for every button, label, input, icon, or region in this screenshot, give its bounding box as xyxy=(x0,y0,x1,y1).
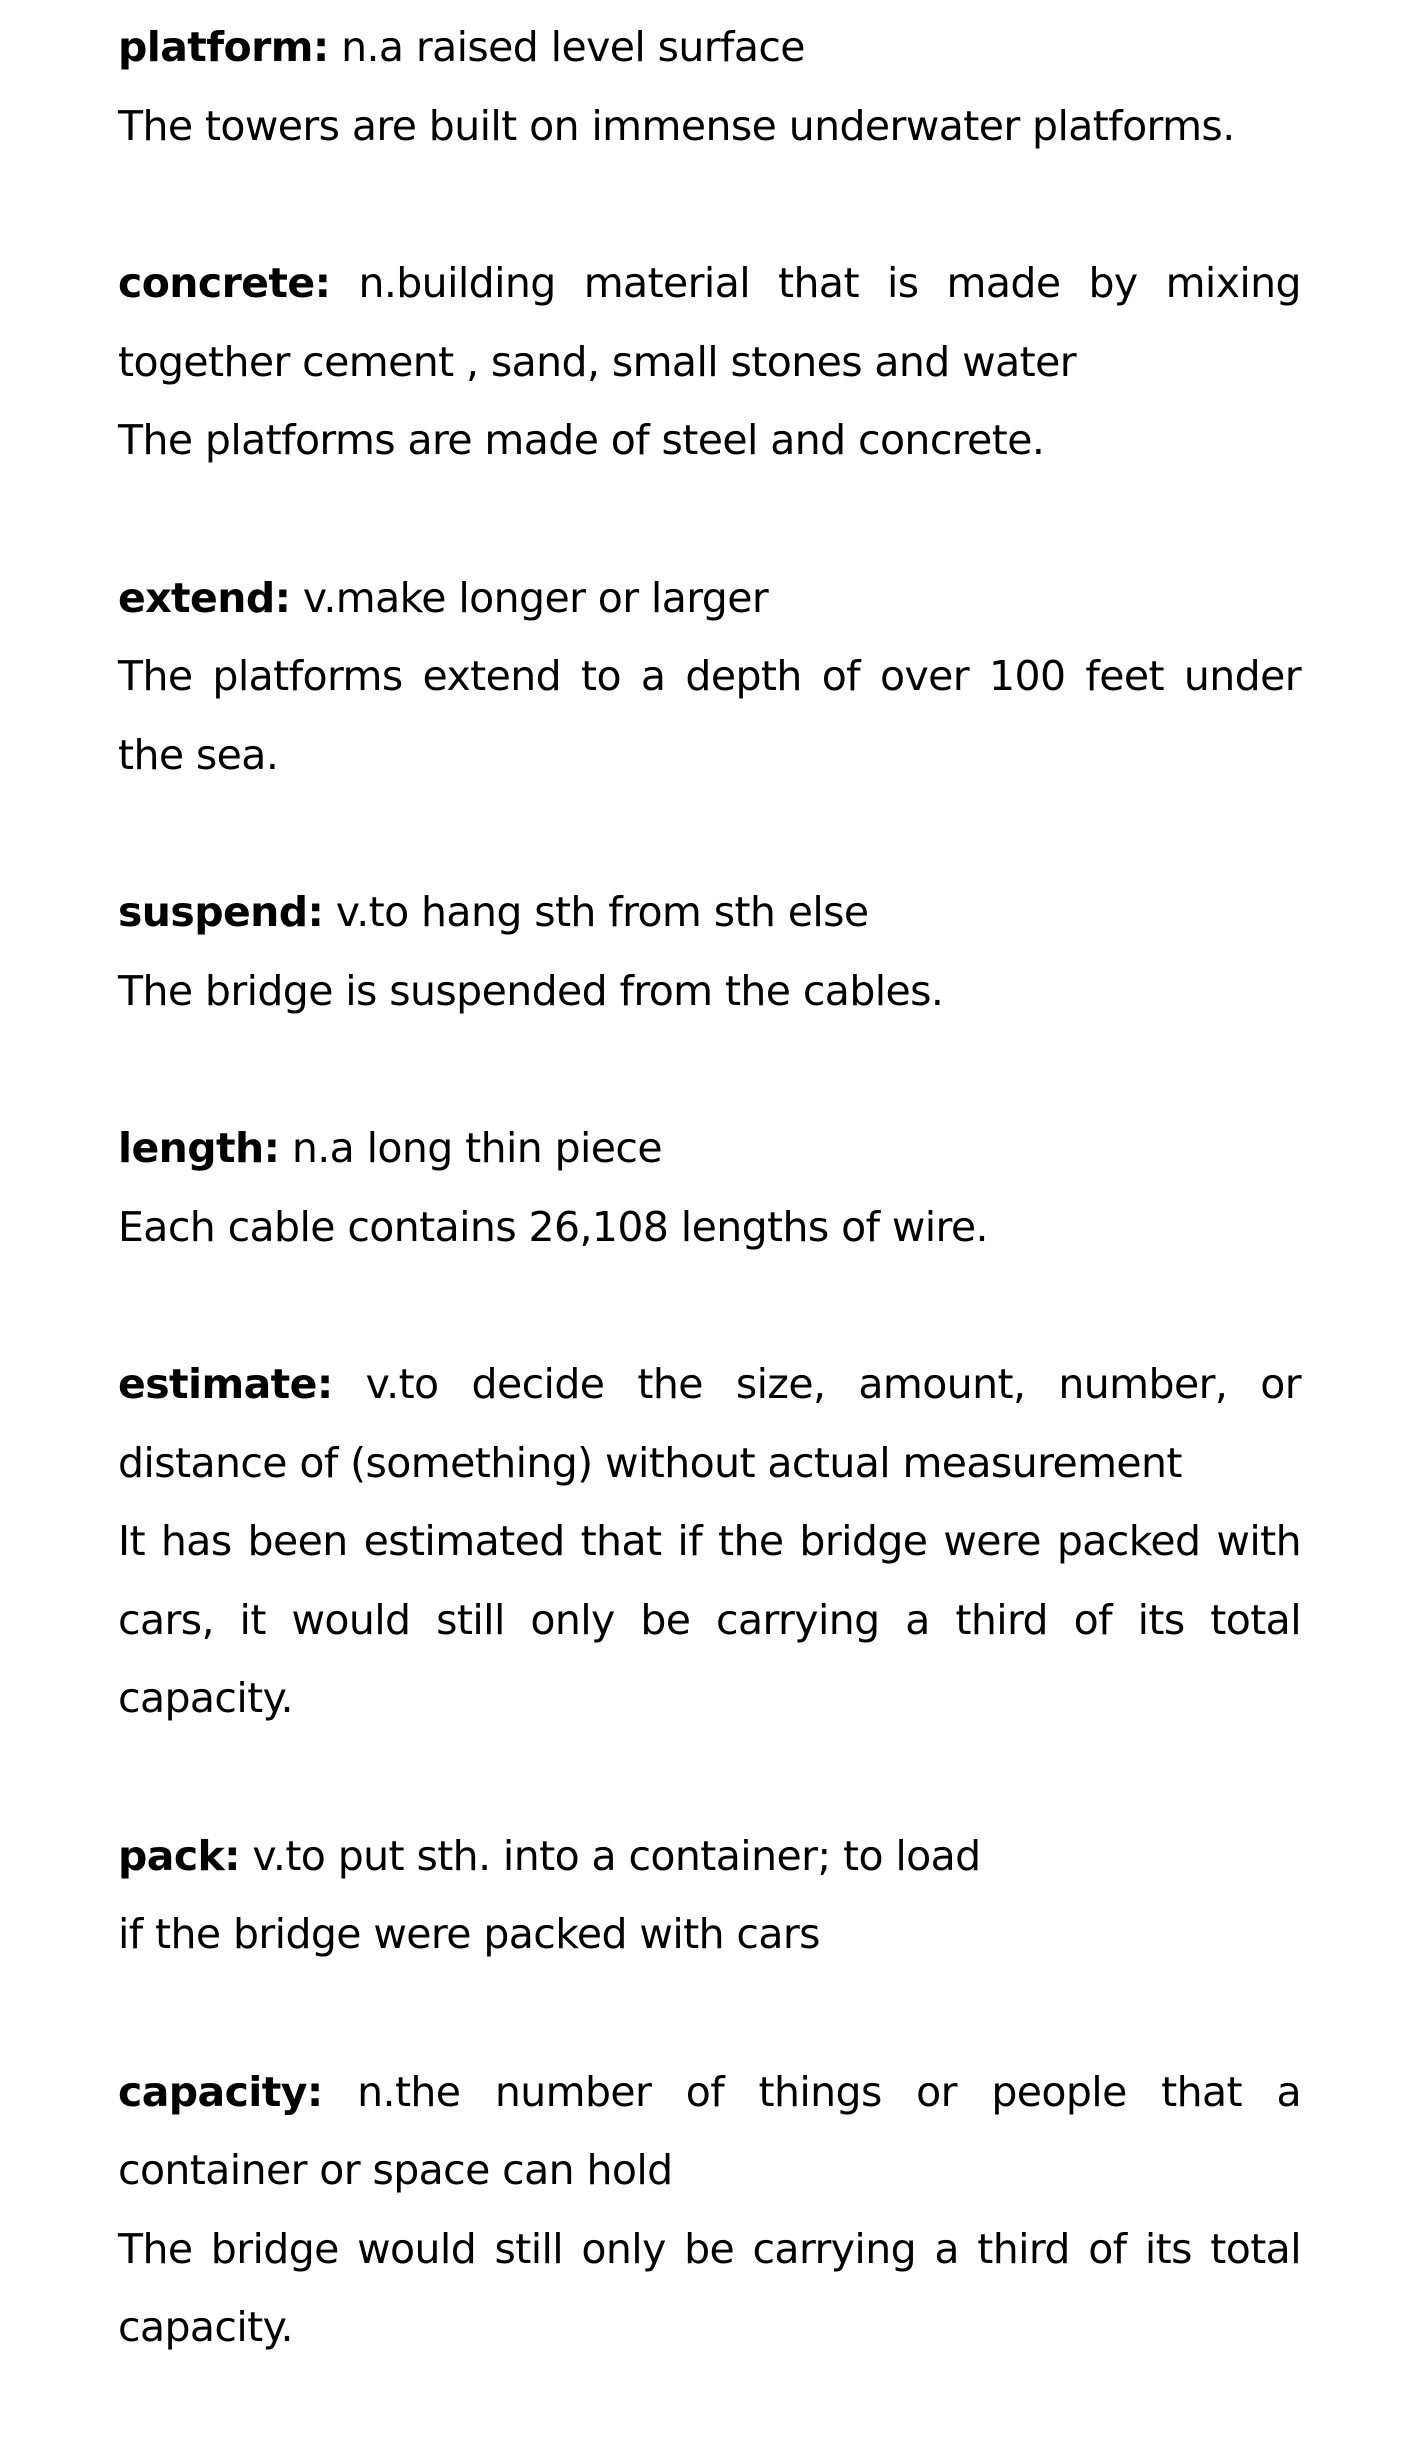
definition: v.make longer or larger xyxy=(302,573,769,622)
term: pack: xyxy=(118,1831,240,1880)
definition-line xyxy=(118,559,1301,638)
example-sentence: The towers are built on immense underwater platforms. xyxy=(118,101,1235,150)
term: capacity: xyxy=(118,2067,323,2116)
vocab-entry-concrete xyxy=(118,244,1301,480)
vocab-entry-platform xyxy=(118,8,1301,165)
example-sentence: The bridge is suspended from the cables. xyxy=(118,966,944,1015)
term: platform: xyxy=(118,23,329,71)
example-sentence: The platforms are made of steel and concrete. xyxy=(118,416,1045,464)
definition-line xyxy=(118,1817,1301,1896)
example-sentence: It has been estimated that if the bridge were packed with cars, it would still only be carrying a third of its total capacity. xyxy=(118,1517,1301,1722)
definition-line xyxy=(118,244,1301,401)
definition: n.a raised level surface xyxy=(341,23,805,71)
term: extend: xyxy=(118,573,291,622)
definition-line xyxy=(118,8,1301,87)
term: length: xyxy=(118,1124,280,1172)
definition: n.the number of things or people that a container or space can hold xyxy=(118,2067,1302,2194)
example-sentence: Each cable contains 26,108 lengths of wire. xyxy=(118,1202,988,1251)
definition-line xyxy=(118,873,1301,952)
term: concrete: xyxy=(118,259,331,307)
vocabulary-list xyxy=(118,8,1301,2446)
definition-line xyxy=(118,1109,1301,1188)
vocab-entry-extend xyxy=(118,559,1301,795)
definition: v.to decide the size, amount, number, or distance of (something) without actual measurement xyxy=(118,1360,1301,1487)
vocab-entry-pack xyxy=(118,1817,1301,1974)
definition-line xyxy=(118,2053,1301,2210)
example-sentence: if the bridge were packed with cars xyxy=(118,1910,820,1958)
definition: v.to hang sth from sth else xyxy=(335,888,869,936)
vocab-entry-estimate xyxy=(118,1345,1301,1738)
term: estimate: xyxy=(118,1360,333,1408)
term: suspend: xyxy=(118,888,324,936)
definition: v.to put sth. into a container; to load xyxy=(252,1831,981,1880)
vocab-entry-suspend xyxy=(118,873,1301,1030)
example-sentence: The bridge would still only be carrying a third of its total capacity. xyxy=(118,2224,1301,2351)
vocab-entry-length xyxy=(118,1109,1301,1266)
vocab-entry-capacity xyxy=(118,2053,1301,2367)
definition: n.a long thin piece xyxy=(291,1124,663,1172)
definition: n.building material that is made by mixing together cement , sand, small stones and water xyxy=(118,259,1301,386)
example-sentence: The platforms extend to a depth of over 100 feet under the sea. xyxy=(118,652,1301,779)
definition-line xyxy=(118,1345,1301,1502)
